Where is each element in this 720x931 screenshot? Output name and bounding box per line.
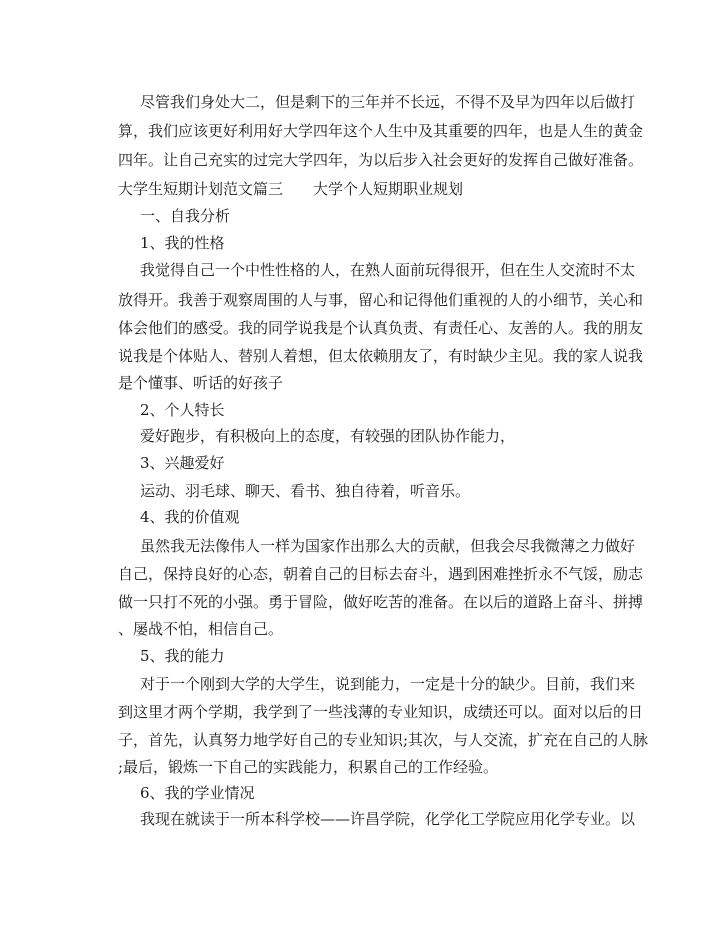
- intro-line-2: 算，我们应该更好利用好大学四年这个人生中及其重要的四年，也是人生的黄金: [118, 122, 644, 140]
- section-title-part1: 大学生短期计划范文篇三: [118, 180, 284, 198]
- ability-line-1: 对于一个刚到大学的大学生，说到能力，一定是十分的缺少。目前，我们来: [140, 675, 636, 693]
- ability-line-2: 到这里才两个学期，我学到了一些浅薄的专业知识，成绩还可以。面对以后的日: [118, 703, 644, 721]
- values-line-4: 、屡战不怕，相信自己。: [118, 620, 284, 638]
- heading-strengths: 2、个人特长: [140, 401, 225, 419]
- intro-line-3: 四年。让自己充实的过完大学四年，为以后步入社会更好的发挥自己做好准备。: [118, 151, 644, 169]
- ability-line-3: 子，首先，认真努力地学好自己的专业知识;其次，与人交流，扩充在自己的人脉: [118, 731, 649, 749]
- studies-line-1: 我现在就读于一所本科学校——许昌学院，化学化工学院应用化学专业。以: [140, 810, 636, 828]
- values-line-1: 虽然我无法像伟人一样为国家作出那么大的贡献，但我会尽我微薄之力做好: [140, 537, 636, 555]
- heading-ability: 5、我的能力: [140, 647, 225, 665]
- ability-line-4: ;最后，锻炼一下自己的实践能力，积累自己的工作经验。: [118, 758, 499, 776]
- hobbies-line: 运动、羽毛球、聊天、看书、独自待着，听音乐。: [140, 482, 471, 500]
- personality-line-5: 是个懂事、听话的好孩子: [118, 374, 284, 392]
- intro-line-1: 尽管我们身处大二，但是剩下的三年并不长远，不得不及早为四年以后做打: [140, 93, 636, 111]
- values-line-2: 自己，保持良好的心态，朝着自己的目标去奋斗，遇到困难挫折永不气馁，励志: [118, 565, 644, 583]
- heading-self-analysis: 一、自我分析: [140, 207, 231, 225]
- section-title-part2: 大学个人短期职业规划: [313, 180, 464, 198]
- strengths-line: 爱好跑步，有积极向上的态度，有较强的团队协作能力，: [140, 427, 516, 445]
- values-line-3: 做一只打不死的小强。勇于冒险，做好吃苦的准备。在以后的道路上奋斗、拼搏: [118, 593, 644, 611]
- personality-line-1: 我觉得自己一个中性性格的人，在熟人面前玩得很开，但在生人交流时不太: [140, 261, 636, 279]
- personality-line-3: 体会他们的感受。我的同学说我是个认真负责、有责任心、友善的人。我的朋友: [118, 319, 644, 337]
- heading-hobbies: 3、兴趣爱好: [140, 454, 225, 472]
- heading-personality: 1、我的性格: [140, 234, 225, 252]
- section-title: [118, 179, 463, 199]
- personality-line-4: 说我是个体贴人、替别人着想，但太依赖朋友了，有时缺少主见。我的家人说我: [118, 347, 644, 365]
- heading-values: 4、我的价值观: [140, 508, 240, 526]
- personality-line-2: 放得开。我善于观察周围的人与事，留心和记得他们重视的人的小细节，关心和: [118, 291, 644, 309]
- heading-studies: 6、我的学业情况: [140, 784, 255, 802]
